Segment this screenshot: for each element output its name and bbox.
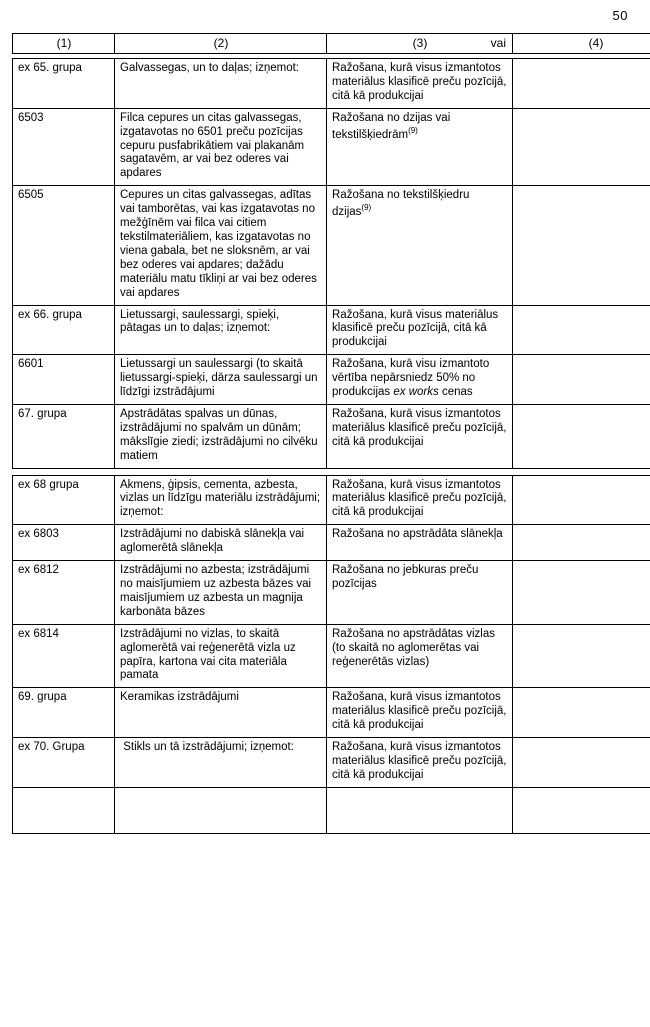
- table-header-row: [13, 34, 650, 54]
- cell-code: 6601: [13, 355, 115, 405]
- cell-rule: Ražošana, kurā visus izmantotos materiālus klasificē preču pozīcijā, citā kā produkcijai: [327, 59, 513, 109]
- cell-rule: Ražošana no apstrādāta slānekļa: [327, 525, 513, 561]
- cell-rule: Ražošana, kurā visus izmantotos materiālus klasificē preču pozīcijā, citā kā produkcijai: [327, 738, 513, 788]
- cell-code: ex 6814: [13, 624, 115, 688]
- cell-rule-alt: [513, 59, 650, 109]
- rules-table-block-2: [12, 475, 650, 834]
- column-header-1: (1): [13, 34, 115, 54]
- cell-code: 6503: [13, 108, 115, 186]
- cell-description-empty: [115, 787, 327, 833]
- cell-rule: Ražošana, kurā visus izmantotos materiālus klasificē preču pozīcijā, citā kā produkcijai: [327, 688, 513, 738]
- cell-code: 67. grupa: [13, 404, 115, 468]
- cell-rule-alt: [513, 688, 650, 738]
- table-row: [13, 738, 650, 788]
- table-row: [13, 404, 650, 468]
- cell-description: Izstrādājumi no vizlas, to skaitā aglomerētā vai reģenerētā vizla uz papīra, kartona vai cita materiāla pamata: [115, 624, 327, 688]
- table-row: [13, 59, 650, 109]
- cell-description: Akmens, ģipsis, cementa, azbesta, vizlas un līdzīgu materiālu izstrādājumi; izņemot:: [115, 475, 327, 525]
- cell-rule: Ražošana, kurā visu izmantoto vērtība nepārsniedz 50% no produkcijas ex works cenas: [327, 355, 513, 405]
- table-row: [13, 186, 650, 305]
- column-header-3: [327, 34, 513, 54]
- cell-rule: Ražošana no jebkuras preču pozīcijas: [327, 561, 513, 625]
- cell-rule: Ražošana no apstrādātas vizlas (to skaitā no aglomerētas vai reģenerētās vizlas): [327, 624, 513, 688]
- cell-rule-alt: [513, 355, 650, 405]
- table-row: [13, 525, 650, 561]
- cell-rule-emphasis: ex works: [393, 386, 439, 399]
- table-row-filler: [13, 787, 650, 833]
- column-header-3-label: (3): [412, 36, 428, 50]
- cell-rule-empty: [327, 787, 513, 833]
- cell-rule-text: Ražošana no tekstilšķiedru dzijas: [332, 189, 470, 218]
- cell-description: Galvassegas, un to daļas; izņemot:: [115, 59, 327, 109]
- cell-code: ex 6803: [13, 525, 115, 561]
- cell-rule-alt: [513, 475, 650, 525]
- cell-rule-alt: [513, 186, 650, 305]
- cell-description: Cepures un citas galvassegas, adītas vai tamborētas, vai kas izgatavotas no mežģīnēm vai filca vai citiem tekstilmateriāliem, kas izgatavotas no viena gabala, bet ne sloksnēm, ar vai bez oderes vai apdares; dažādu materiālu matu tīkliņi ar vai bez oderes vai apdares: [115, 186, 327, 305]
- table-row: [13, 624, 650, 688]
- cell-description: Apstrādātas spalvas un dūnas, izstrādājumi no spalvām un dūnām; mākslīgie ziedi; izstrādājumi no cilvēku matiem: [115, 404, 327, 468]
- cell-rule: [327, 186, 513, 305]
- cell-code: 69. grupa: [13, 688, 115, 738]
- cell-description: Izstrādājumi no dabiskā slānekļa vai aglomerētā slānekļa: [115, 525, 327, 561]
- rules-table-block-1: [12, 58, 650, 469]
- table-row: [13, 305, 650, 355]
- cell-rule-alt: [513, 525, 650, 561]
- cell-rule: [327, 108, 513, 186]
- cell-rule-alt: [513, 561, 650, 625]
- cell-description: Stikls un tā izstrādājumi; izņemot:: [115, 738, 327, 788]
- cell-rule-alt: [513, 108, 650, 186]
- table-row: [13, 355, 650, 405]
- cell-code-empty: [13, 787, 115, 833]
- column-header-4: (4): [513, 34, 650, 54]
- page-number: 50: [612, 8, 628, 23]
- rules-table-header: [12, 33, 650, 54]
- column-header-2: (2): [115, 34, 327, 54]
- cell-code: ex 65. grupa: [13, 59, 115, 109]
- cell-description: Lietussargi un saulessargi (to skaitā lietussargi-spieķi, dārza saulessargi un līdzīgi izstrādājumi: [115, 355, 327, 405]
- cell-code: ex 70. Grupa: [13, 738, 115, 788]
- cell-code: ex 68 grupa: [13, 475, 115, 525]
- cell-rule: Ražošana, kurā visus izmantotos materiālus klasificē preču pozīcijā, citā kā produkcijai: [327, 404, 513, 468]
- cell-rule-alt: [513, 404, 650, 468]
- cell-description: Keramikas izstrādājumi: [115, 688, 327, 738]
- cell-description: Izstrādājumi no azbesta; izstrādājumi no maisījumiem uz azbesta bāzes vai maisījumiem uz azbesta un magnija karbonāta bāzes: [115, 561, 327, 625]
- table-row: [13, 475, 650, 525]
- cell-code: 6505: [13, 186, 115, 305]
- cell-code: ex 6812: [13, 561, 115, 625]
- cell-rule-alt-empty: [513, 787, 650, 833]
- footnote-marker: (9): [408, 125, 418, 135]
- rules-table-container: [12, 33, 638, 834]
- column-header-or-label: vai: [490, 36, 506, 50]
- cell-rule-alt: [513, 624, 650, 688]
- footnote-marker: (9): [361, 203, 372, 213]
- table-row: [13, 688, 650, 738]
- cell-rule: Ražošana, kurā visus izmantotos materiālus klasificē preču pozīcijā, citā kā produkcijai: [327, 475, 513, 525]
- cell-rule-alt: [513, 305, 650, 355]
- cell-description: Lietussargi, saulessargi, spieķi, pātagas un to daļas; izņemot:: [115, 305, 327, 355]
- cell-rule-text: Ražošana no dzijas vai tekstilšķiedrām: [332, 111, 451, 141]
- cell-description: Filca cepures un citas galvassegas, izgatavotas no 6501 preču pozīcijas cepuru pusfabrikātiem vai plakanām sagatavēm, ar vai bez oderes vai apdares: [115, 108, 327, 186]
- table-row: [13, 108, 650, 186]
- cell-rule: Ražošana, kurā visus materiālus klasificē preču pozīcijā, citā kā produkcijai: [327, 305, 513, 355]
- table-row: [13, 561, 650, 625]
- cell-rule-alt: [513, 738, 650, 788]
- cell-code: ex 66. grupa: [13, 305, 115, 355]
